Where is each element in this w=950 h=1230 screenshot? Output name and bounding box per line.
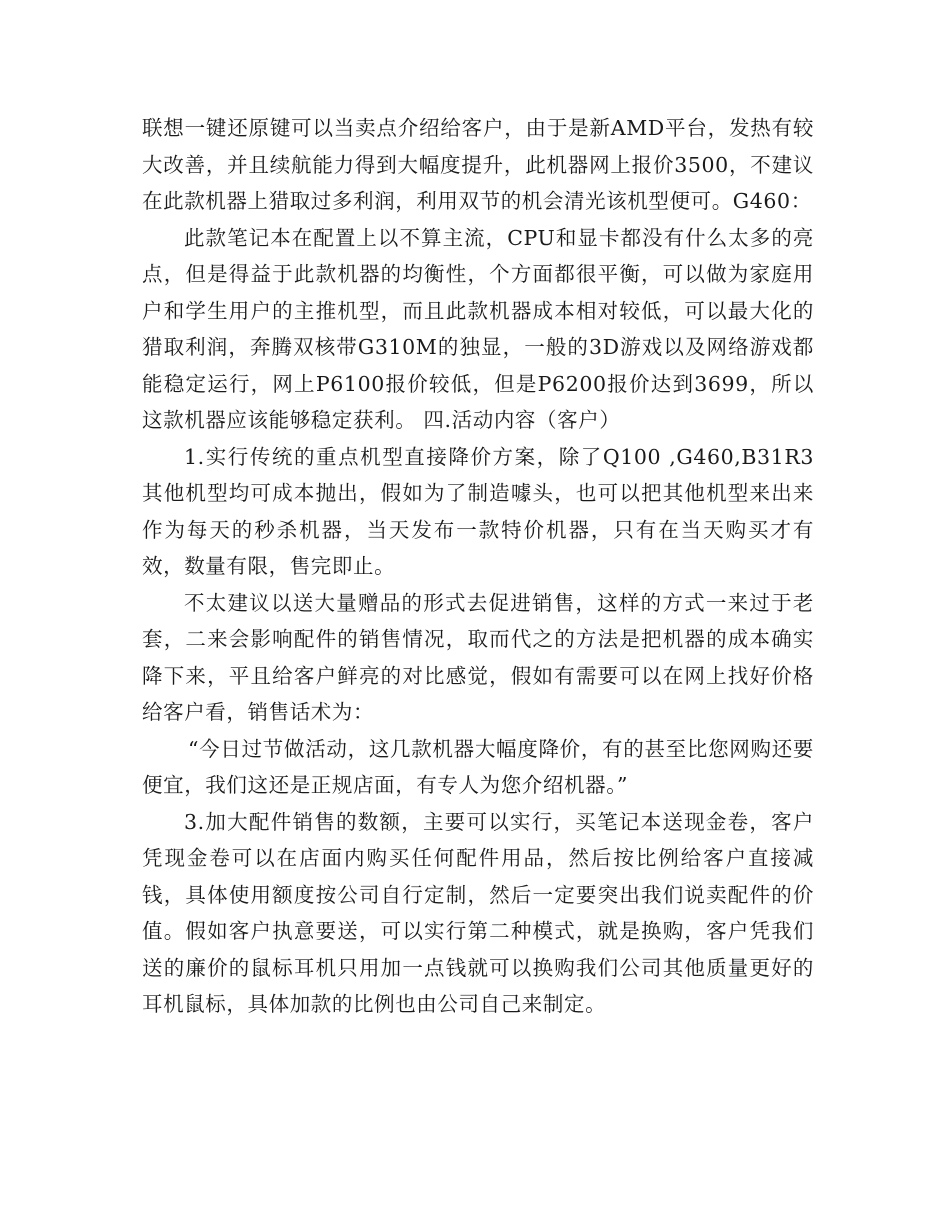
document-body xyxy=(142,110,814,1023)
paragraph-sales-quote: “今日过节做活动，这几款机器大幅度降价，有的甚至比您网购还要便宜，我们这还是正规店面，有专人为您介绍机器。” xyxy=(142,736,814,797)
paragraph-item-1: 1.实行传统的重点机型直接降价方案，除了Q100 ,G460,B31R3其他机型均可成本抛出，假如为了制造噱头，也可以把其他机型来出来作为每天的秒杀机器，当天发布一款特价机器，只有在当天购买才有效，数量有限，售完即止。 xyxy=(142,444,814,578)
paragraph-intro: 联想一键还原键可以当卖点介绍给客户，由于是新AMD平台，发热有较大改善，并且续航能力得到大幅度提升，此机器网上报价3500，不建议在此款机器上猎取过多利润，利用双节的机会清光该机型便可。G460： xyxy=(142,116,814,213)
paragraph-item-3: 3.加大配件销售的数额，主要可以实行，买笔记本送现金卷，客户凭现金卷可以在店面内购买任何配件用品，然后按比例给客户直接减钱，具体使用额度按公司自行定制，然后一定要突出我们说卖配件的价值。假如客户执意要送，可以实行第二种模式，就是换购，客户凭我们送的廉价的鼠标耳机只用加一点钱就可以换购我们公司其他质量更好的耳机鼠标，具体加款的比例也由公司自己来制定。 xyxy=(142,809,814,1016)
paragraph-g460: 此款笔记本在配置上以不算主流，CPU和显卡都没有什么太多的亮点，但是得益于此款机器的均衡性，个方面都很平衡，可以做为家庭用户和学生用户的主推机型，而且此款机器成本相对较低，可以最大化的猎取利润，奔腾双核带G310M的独显，一般的3D游戏以及网络游戏都能稳定运行，网上P6100报价较低，但是P6200报价达到3699，所以这款机器应该能够稳定获利。 四.活动内容（客户） xyxy=(142,225,814,432)
paragraph-gifts: 不太建议以送大量赠品的形式去促进销售，这样的方式一来过于老套，二来会影响配件的销售情况，取而代之的方法是把机器的成本确实降下来，平且给客户鲜亮的对比感觉，假如有需要可以在网上找好价格给客户看，销售话术为： xyxy=(142,590,814,724)
